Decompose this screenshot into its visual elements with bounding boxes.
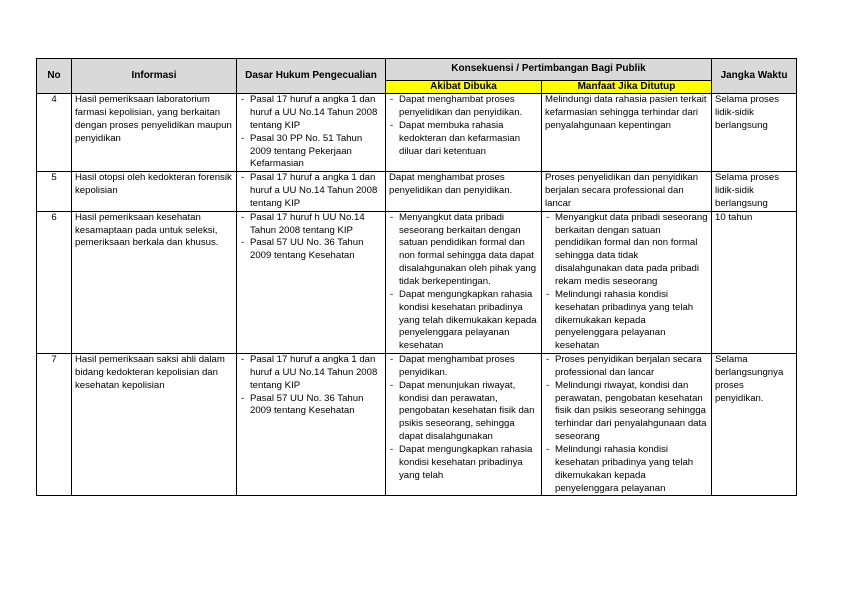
cell-manfaat-jika-ditutup [542, 354, 712, 496]
list-item: - Dapat menghambat proses penyidikan. [389, 354, 538, 380]
cell-dasar-hukum [237, 94, 386, 172]
header-konsekuensi: Konsekuensi / Pertimbangan Bagi Publik [386, 59, 712, 81]
cell-akibat-dibuka [386, 354, 542, 496]
list-item: - Pasal 17 huruf a angka 1 dan huruf a UU No.14 Tahun 2008 tentang KIP [240, 354, 382, 393]
cell-manfaat-jika-ditutup: Proses penyelidikan dan penyidikan berjalan secara professional dan lancar [542, 172, 712, 212]
row-number: 6 [37, 211, 72, 353]
table-row [37, 172, 797, 212]
header-informasi: Informasi [72, 59, 237, 94]
list-item: - Dapat mengungkapkan rahasia kondisi kesehatan pribadinya yang telah dikemukakan kepada penyelenggara pelayanan kesehatan [389, 289, 538, 353]
cell-dasar-hukum [237, 211, 386, 353]
table-row [37, 94, 797, 172]
list-item: - Proses penyidikan berjalan secara professional dan lancar [545, 354, 708, 380]
cell-manfaat-jika-ditutup: Melindungi data rahasia pasien terkait kefarmasian sehingga terhindar dari penyalahgunaan kepentingan [542, 94, 712, 172]
exception-table [36, 58, 797, 496]
list-item: - Melindungi rahasia kondisi kesehatan pribadinya yang telah dikemukakan kepada penyelenggara pelayanan kesehatan [545, 289, 708, 353]
cell-jangka-waktu: Selama proses lidik-sidik berlangsung [712, 172, 797, 212]
header-akibat-dibuka: Akibat Dibuka [386, 81, 542, 94]
cell-akibat-dibuka [386, 211, 542, 353]
cell-jangka-waktu: Selama proses lidik-sidik berlangsung [712, 94, 797, 172]
cell-informasi: Hasil otopsi oleh kedokteran forensik kepolisian [72, 172, 237, 212]
list-item: - Pasal 17 huruf a angka 1 dan huruf a UU No.14 Tahun 2008 tentang KIP [240, 94, 382, 133]
table-row [37, 211, 797, 353]
header-manfaat-jika-ditutup: Manfaat Jika Ditutup [542, 81, 712, 94]
cell-jangka-waktu: 10 tahun [712, 211, 797, 353]
cell-informasi: Hasil pemeriksaan saksi ahli dalam bidang kedokteran kepolisian dan kesehatan kepolisian [72, 354, 237, 496]
list-item: - Menyangkut data pribadi seseorang berkaitan dengan satuan pendidikan formal dan non formal sehingga data dapat disalahgunakan oleh pihak yang tidak berkepentingan. [389, 212, 538, 289]
cell-informasi: Hasil pemeriksaan laboratorium farmasi kepolisian, yang berkaitan dengan proses penyelidikan maupun penyidikan [72, 94, 237, 172]
cell-akibat-dibuka: Dapat menghambat proses penyelidikan dan penyidikan. [386, 172, 542, 212]
cell-jangka-waktu: Selama berlangsungnya proses penyidikan. [712, 354, 797, 496]
list-item: - Melindungi rahasia kondisi kesehatan pribadinya yang telah dikemukakan kepada penyelenggara pelayanan [545, 444, 708, 495]
list-item: - Pasal 30 PP No. 51 Tahun 2009 tentang Pekerjaan Kefarmasian [240, 133, 382, 172]
list-item: - Dapat menghambat proses penyelidikan dan penyidikan. [389, 94, 538, 120]
list-item: - Melindungi riwayat, kondisi dan perawatan, pengobatan kesehatan fisik dan psikis seseorang sehingga terhindar dari penyalahgunaan data seseorang [545, 380, 708, 444]
row-number: 4 [37, 94, 72, 172]
cell-dasar-hukum [237, 354, 386, 496]
cell-akibat-dibuka [386, 94, 542, 172]
cell-manfaat-jika-ditutup [542, 211, 712, 353]
list-item: - Dapat membuka rahasia kedokteran dan kefarmasian diluar dari ketentuan [389, 120, 538, 159]
list-item: - Menyangkut data pribadi seseorang berkaitan dengan satuan pendidikan formal dan non formal sehingga data tidak disalahgunakan data pada pribadi rekam medis seseorang [545, 212, 708, 289]
list-item: - Dapat menunjukan riwayat, kondisi dan perawatan, pengobatan kesehatan fisik dan psikis seseorang, sehingga dapat disalahgunakan [389, 380, 538, 444]
table-row [37, 354, 797, 496]
list-item: - Pasal 17 huruf a angka 1 dan huruf a UU No.14 Tahun 2008 tentang KIP [240, 172, 382, 211]
list-item: - Dapat mengungkapkan rahasia kondisi kesehatan pribadinya yang telah [389, 444, 538, 483]
list-item: - Pasal 57 UU No. 36 Tahun 2009 tentang Kesehatan [240, 237, 382, 263]
list-item: - Pasal 17 huruf h UU No.14 Tahun 2008 tentang KIP [240, 212, 382, 238]
cell-informasi: Hasil pemeriksaan kesehatan kesamaptaan pada untuk seleksi, pemeriksaan berkala dan khusus. [72, 211, 237, 353]
list-item: - Pasal 57 UU No. 36 Tahun 2009 tentang Kesehatan [240, 393, 382, 419]
row-number: 5 [37, 172, 72, 212]
header-dasar-hukum: Dasar Hukum Pengecualian [237, 59, 386, 94]
row-number: 7 [37, 354, 72, 496]
cell-dasar-hukum [237, 172, 386, 212]
header-no: No [37, 59, 72, 94]
header-jangka-waktu: Jangka Waktu [712, 59, 797, 94]
